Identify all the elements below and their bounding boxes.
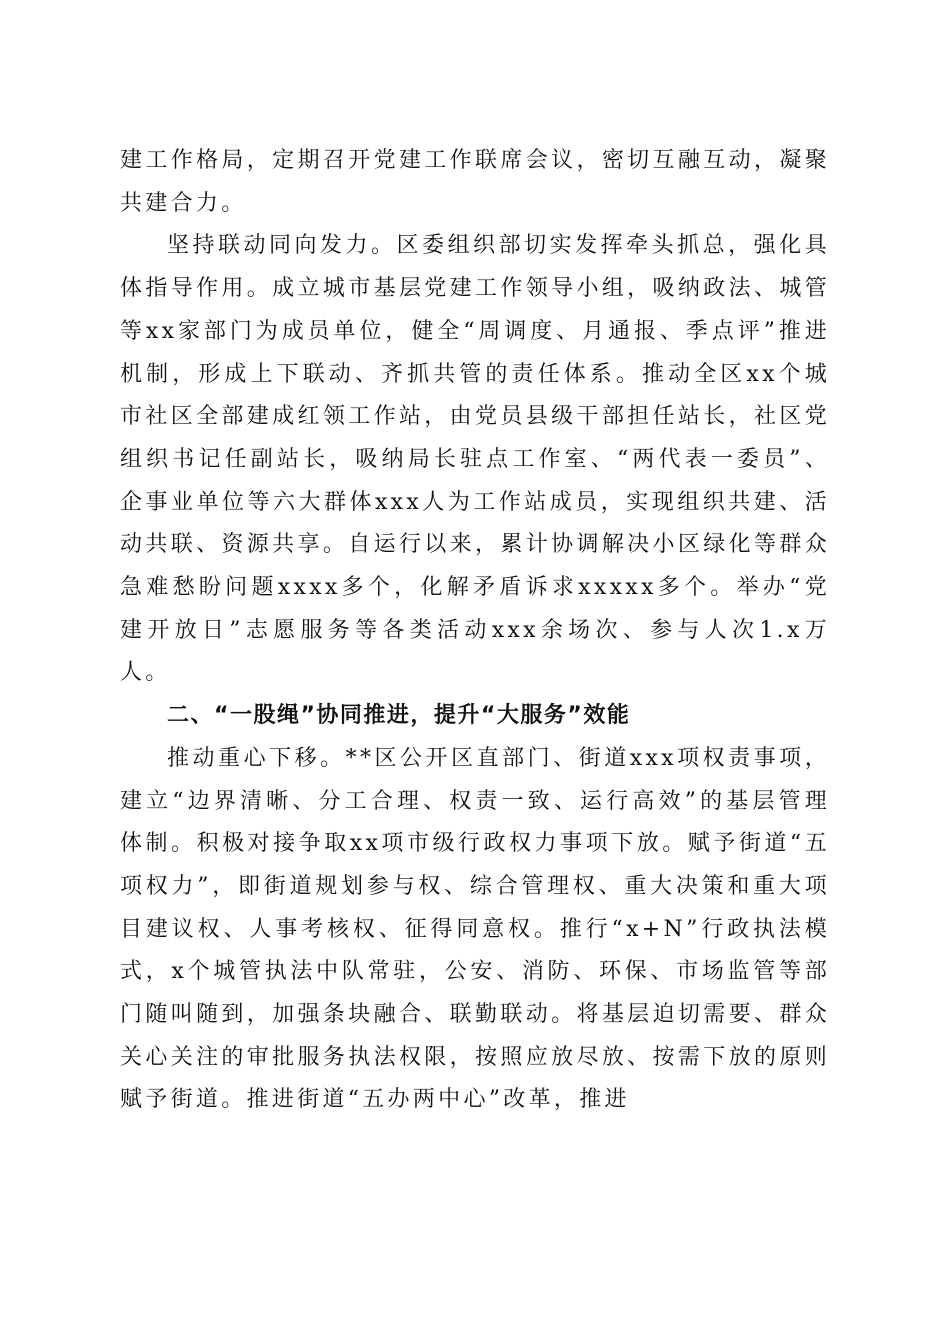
paragraph-shift-focus: 推动重心下移。**区公开区直部门、街道xxx项权责事项，建立“边界清晰、分工合理、权责一致、运行高效”的基层管理体制。积极对接争取xx项市级行政权力事项下放。赋予街道“五项权力”，即街道规划参与权、综合管理权、重大决策和重大项目建议权、人事考核权、征得同意权。推行“x+N”行政执法模式，x个城管执法中队常驻，公安、消防、环保、市场监管等部门随叫随到，加强条块融合、联勤联动。将基层迫切需要、群众关心关注的审批服务执法权限，按照应放尽放、按需下放的原则赋予街道。推进街道“五办两中心”改革，推进 — [120, 745, 830, 1113]
document-body — [120, 140, 830, 1122]
paragraph-joint-action: 坚持联动同向发力。区委组织部切实发挥牵头抓总，强化具体指导作用。成立城市基层党建工作领导小组，吸纳政法、城管等xx家部门为成员单位，健全“周调度、月通报、季点评”推进机制，形成上下联动、齐抓共管的责任体系。推动全区xx个城市社区全部建成红领工作站，由党员县级干部担任站长，社区党组织书记任副站长，吸纳局长驻点工作室、“两代表一委员”、企事业单位等六大群体xxx人为工作站成员，实现组织共建、活动共联、资源共享。自运行以来，累计协调解决小区绿化等群众急难愁盼问题xxxx多个，化解矛盾诉求xxxxx多个。举办“党建开放日”志愿服务等各类活动xxx余场次、参与人次1.x万人。 — [120, 233, 830, 686]
paragraph-continuation: 建工作格局，定期召开党建工作联席会议，密切互融互动，凝聚共建合力。 — [120, 148, 830, 216]
section-heading-2: 二、“一股绳”协同推进，提升“大服务”效能 — [167, 703, 631, 729]
